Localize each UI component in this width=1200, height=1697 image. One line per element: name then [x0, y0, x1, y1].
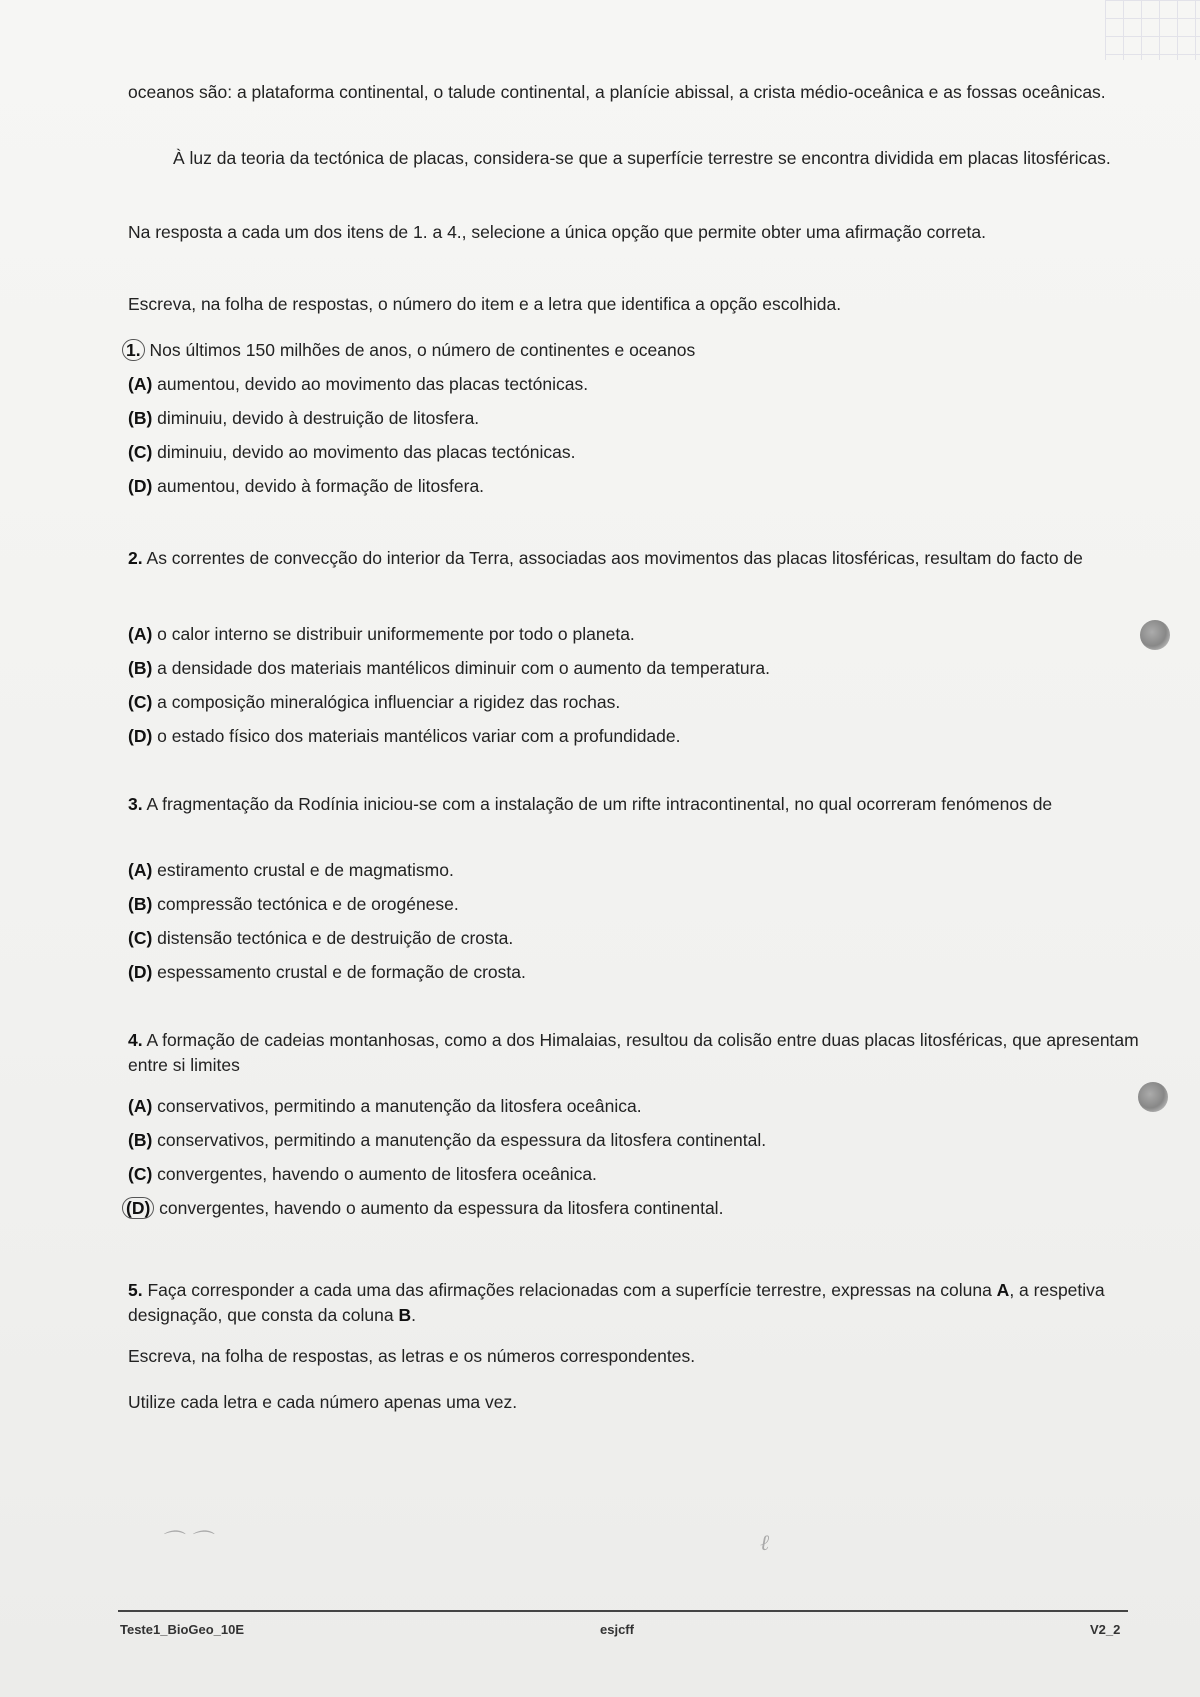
question-3-option-a: (A) estiramento crustal e de magmatismo. [128, 860, 454, 880]
question-3-number: 3. [128, 794, 143, 814]
question-1-option-a: (A) aumentou, devido ao movimento das placas tectónicas. [128, 374, 589, 394]
question-3-option-d: (D) espessamento crustal e de formação de crosta. [128, 962, 526, 982]
question-5: 5. Faça corresponder a cada uma das afirmações relacionadas com a superfície terrestre, expressas na coluna A, a respetiva designação, que consta da coluna B. [128, 1280, 1105, 1325]
question-4-text: A formação de cadeias montanhosas, como a dos Himalaias, resultou da colisão entre duas placas litosféricas, que apresentam entre si limites [128, 1030, 1139, 1075]
pencil-scribble-right: ℓ [760, 1531, 770, 1556]
intro-paragraph-1: oceanos são: a plataforma continental, o talude continental, a planície abissal, a crista médio-oceânica e as fossas oceânicas. [128, 82, 1106, 102]
question-2-option-c: (C) a composição mineralógica influenciar a rigidez das rochas. [128, 692, 621, 712]
question-4 [128, 1028, 1158, 1078]
question-1-option-b: (B) diminuiu, devido à destruição de litosfera. [128, 408, 480, 428]
question-1 [128, 338, 1158, 363]
footer-center: esjcff [600, 1622, 634, 1637]
pencil-scribble: ⌒ ⌒ [160, 1530, 211, 1555]
question-1-option-c: (C) diminuiu, devido ao movimento das placas tectónicas. [128, 442, 576, 462]
instruction-1: Na resposta a cada um dos itens de 1. a 4., selecione a única opção que permite obter uma afirmação correta. [128, 222, 986, 242]
question-4-number: 4. [128, 1030, 143, 1050]
punch-hole-top [1140, 620, 1170, 650]
question-5-number: 5. [128, 1280, 143, 1300]
footer-rule [118, 1610, 1128, 1612]
question-2-option-a: (A) o calor interno se distribuir uniformemente por todo o planeta. [128, 624, 635, 644]
question-3-option-c: (C) distensão tectónica e de destruição de crosta. [128, 928, 514, 948]
question-5-instruction-1: Escreva, na folha de respostas, as letras e os números correspondentes. [128, 1346, 696, 1366]
intro-paragraph-2: À luz da teoria da tectónica de placas, considera-se que a superfície terrestre se encontra dividida em placas litosféricas. [173, 148, 1111, 168]
question-2-number: 2. [128, 548, 143, 568]
question-3-option-b: (B) compressão tectónica e de orogénese. [128, 894, 459, 914]
question-2-text: As correntes de convecção do interior da Terra, associadas aos movimentos das placas litosféricas, resultam do facto de [146, 548, 1083, 568]
question-4-option-c: (C) convergentes, havendo o aumento de litosfera oceânica. [128, 1164, 597, 1184]
column-b-label: B [398, 1305, 412, 1325]
grid-paper-corner [1105, 0, 1200, 60]
question-5-instruction-2: Utilize cada letra e cada número apenas uma vez. [128, 1392, 518, 1412]
question-4-option-a: (A) conservativos, permitindo a manutenção da litosfera oceânica. [128, 1096, 642, 1116]
punch-hole-bottom [1138, 1082, 1168, 1112]
question-1-number: 1. [122, 339, 145, 361]
instruction-2: Escreva, na folha de respostas, o número do item e a letra que identifica a opção escolhida. [128, 294, 842, 314]
question-1-text: Nos últimos 150 milhões de anos, o número de continentes e oceanos [149, 340, 696, 360]
question-4-option-d: (D) convergentes, havendo o aumento da espessura da litosfera continental. [128, 1196, 723, 1221]
question-2-option-b: (B) a densidade dos materiais mantélicos diminuir com o aumento da temperatura. [128, 658, 770, 678]
footer-right: V2_2 [1090, 1622, 1121, 1637]
column-a-label: A [996, 1280, 1010, 1300]
question-3 [128, 792, 1158, 817]
question-3-text: A fragmentação da Rodínia iniciou-se com a instalação de um rifte intracontinental, no qual ocorreram fenómenos de [146, 794, 1053, 814]
question-4-option-b: (B) conservativos, permitindo a manutenção da espessura da litosfera continental. [128, 1130, 767, 1150]
question-1-option-d: (D) aumentou, devido à formação de litosfera. [128, 476, 485, 496]
question-2-option-d: (D) o estado físico dos materiais mantélicos variar com a profundidade. [128, 726, 681, 746]
question-2 [128, 546, 1158, 571]
footer-left: Teste1_BioGeo_10E [120, 1622, 245, 1637]
